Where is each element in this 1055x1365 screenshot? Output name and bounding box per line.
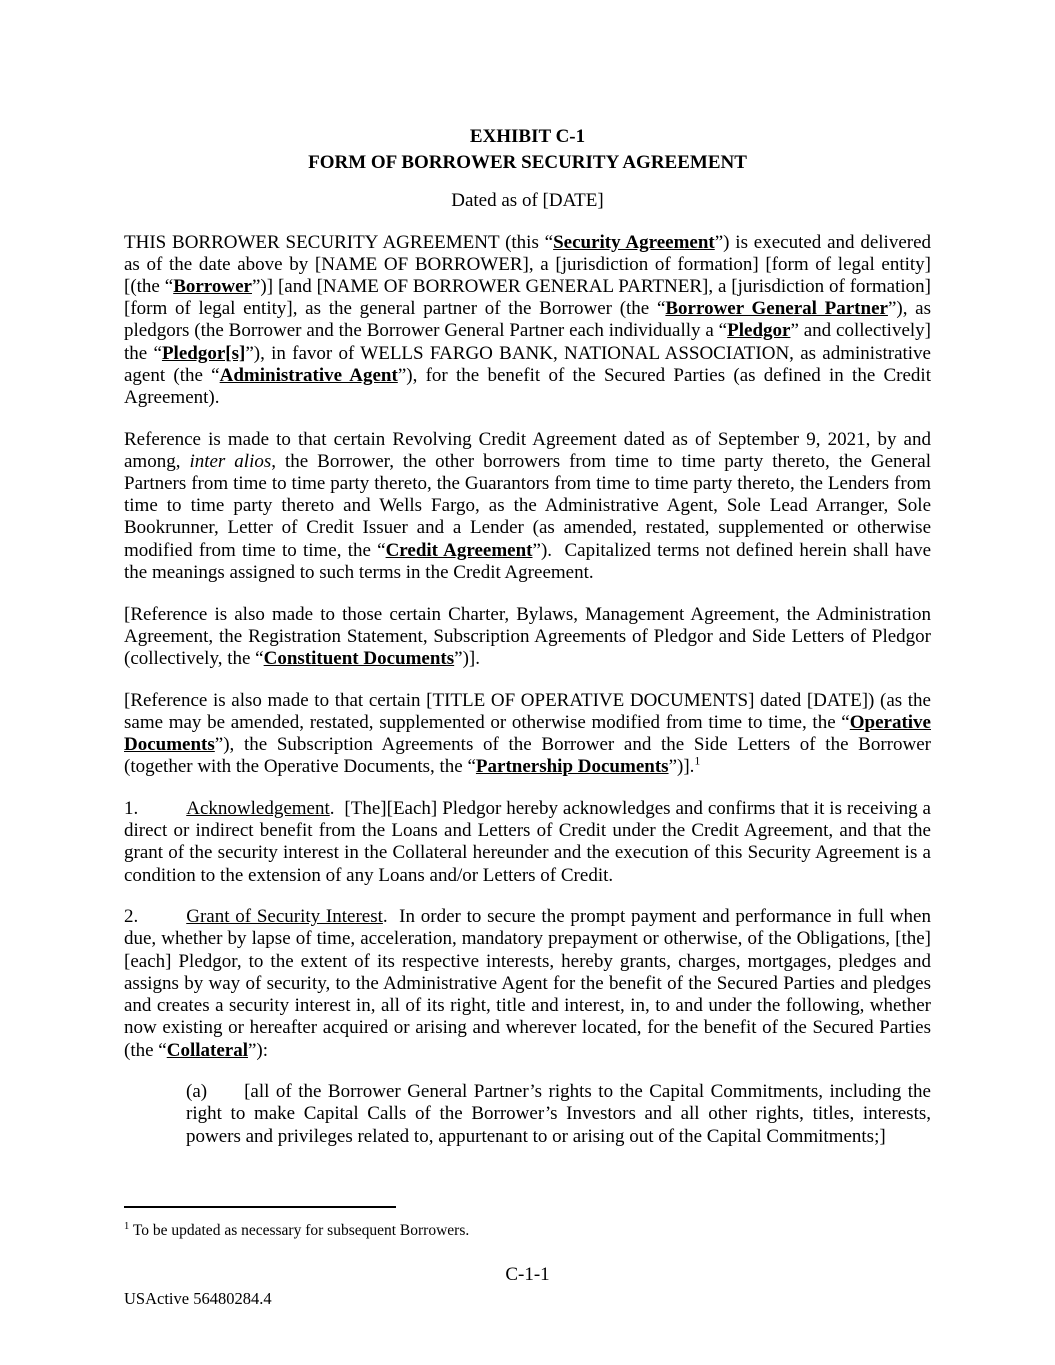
paragraph-constituent-documents: [Reference is also made to those certain Charter, Bylaws, Management Agreement, the Administration Agreement, the Registration Statement, Subscription Agreements of Pledgor and Side Letters of Pledgor (collectively, the “Constituent Documents”)].: [124, 603, 931, 669]
paragraph-collateral-item-a: (a) [all of the Borrower General Partner’s rights to the Capital Commitments, including the right to make Capital Calls of the Borrower’s Investors and all other rights, titles, interests, powers and privileges related to, appurtenant to or arising out of the Capital Commitments;]: [186, 1081, 931, 1147]
exhibit-title: EXHIBIT C-1: [469, 126, 586, 147]
paragraph-grant-of-security-interest: 2. Grant of Security Interest. In order to secure the prompt payment and performance in full when due, whether by lapse of time, acceleration, mandatory prepayment or otherwise, of the Obligations, [the][each] Pledgor, to the extent of its respective interests, hereby grants, charges, mortgages, pledges and assigns by way of security, to the Administrative Agent for the benefit of the Secured Parties and pledges and creates a security interest in, all of its right, title and interest, in, to and under the following, whether now existing or hereafter acquired or arising and wherever located, for the benefit of the Secured Parties (the “Collateral”):: [124, 906, 931, 1061]
footnote-separator: [124, 1206, 396, 1208]
footnote-marker: 1: [124, 1220, 130, 1232]
paragraph-credit-agreement-reference: Reference is made to that certain Revolving Credit Agreement dated as of September 9, 2021, by and among, inter alios, the Borrower, the other borrowers from time to time party thereto, the General Partners from time to time party thereto, the Guarantors from time to time party thereto, the Lenders from time to time party thereto and Wells Fargo, as the Administrative Agent, Sole Lead Arranger, Sole Bookrunner, Letter of Credit Issuer and a Lender (as amended, restated, supplemented or otherwise modified from time to time, the “Credit Agreement”). Capitalized terms not defined herein shall have the meanings assigned to such terms in the Credit Agreement.: [124, 428, 932, 583]
paragraph-operative-documents: [Reference is also made to that certain [TITLE OF OPERATIVE DOCUMENTS] dated [DATE]) (as the same may be amended, restated, supplemented or otherwise modified from time to time, the “Operative Documents”), the Subscription Agreements of the Borrower and the Side Letters of the Borrower (together with the Operative Documents, the “Partnership Documents”)].$^1$: [124, 689, 931, 778]
content-area: [124, 0, 931, 1148]
dateline: Dated as of [DATE]: [451, 190, 604, 211]
document-id: USActive 56480284.4: [124, 1289, 272, 1308]
paragraph-acknowledgement: 1. Acknowledgement. [The][Each] Pledgor hereby acknowledges and confirms that it is receiving a direct or indirect benefit from the Loans and Letters of Credit under the Credit Agreement, and that the grant of the security interest in the Collateral hereunder and the execution of this Security Agreement is a condition to the extension of any Loans and/or Letters of Credit.: [124, 797, 931, 886]
form-title: FORM OF BORROWER SECURITY AGREEMENT: [308, 152, 747, 173]
footnote: [124, 1221, 469, 1241]
paragraph-preamble: THIS BORROWER SECURITY AGREEMENT (this “Security Agreement”) is executed and delivered as of the date above by [NAME OF BORROWER], a [jurisdiction of formation] [form of legal entity] [(the “Borrower”)] [and [NAME OF BORROWER GENERAL PARTNER], a [jurisdiction of formation] [form of legal entity], as the general partner of the Borrower (the “Borrower General Partner”), as pledgors (the Borrower and the Borrower General Partner each individually a “Pledgor” and collectively] the “Pledgor[s]”), in favor of WELLS FARGO BANK, NATIONAL ASSOCIATION, as administrative agent (the “Administrative Agent”), for the benefit of the Secured Parties (as defined in the Credit Agreement).: [124, 231, 932, 408]
footnote-text: To be updated as necessary for subsequent Borrowers.: [132, 1222, 470, 1239]
page-number: C-1-1: [505, 1264, 550, 1285]
